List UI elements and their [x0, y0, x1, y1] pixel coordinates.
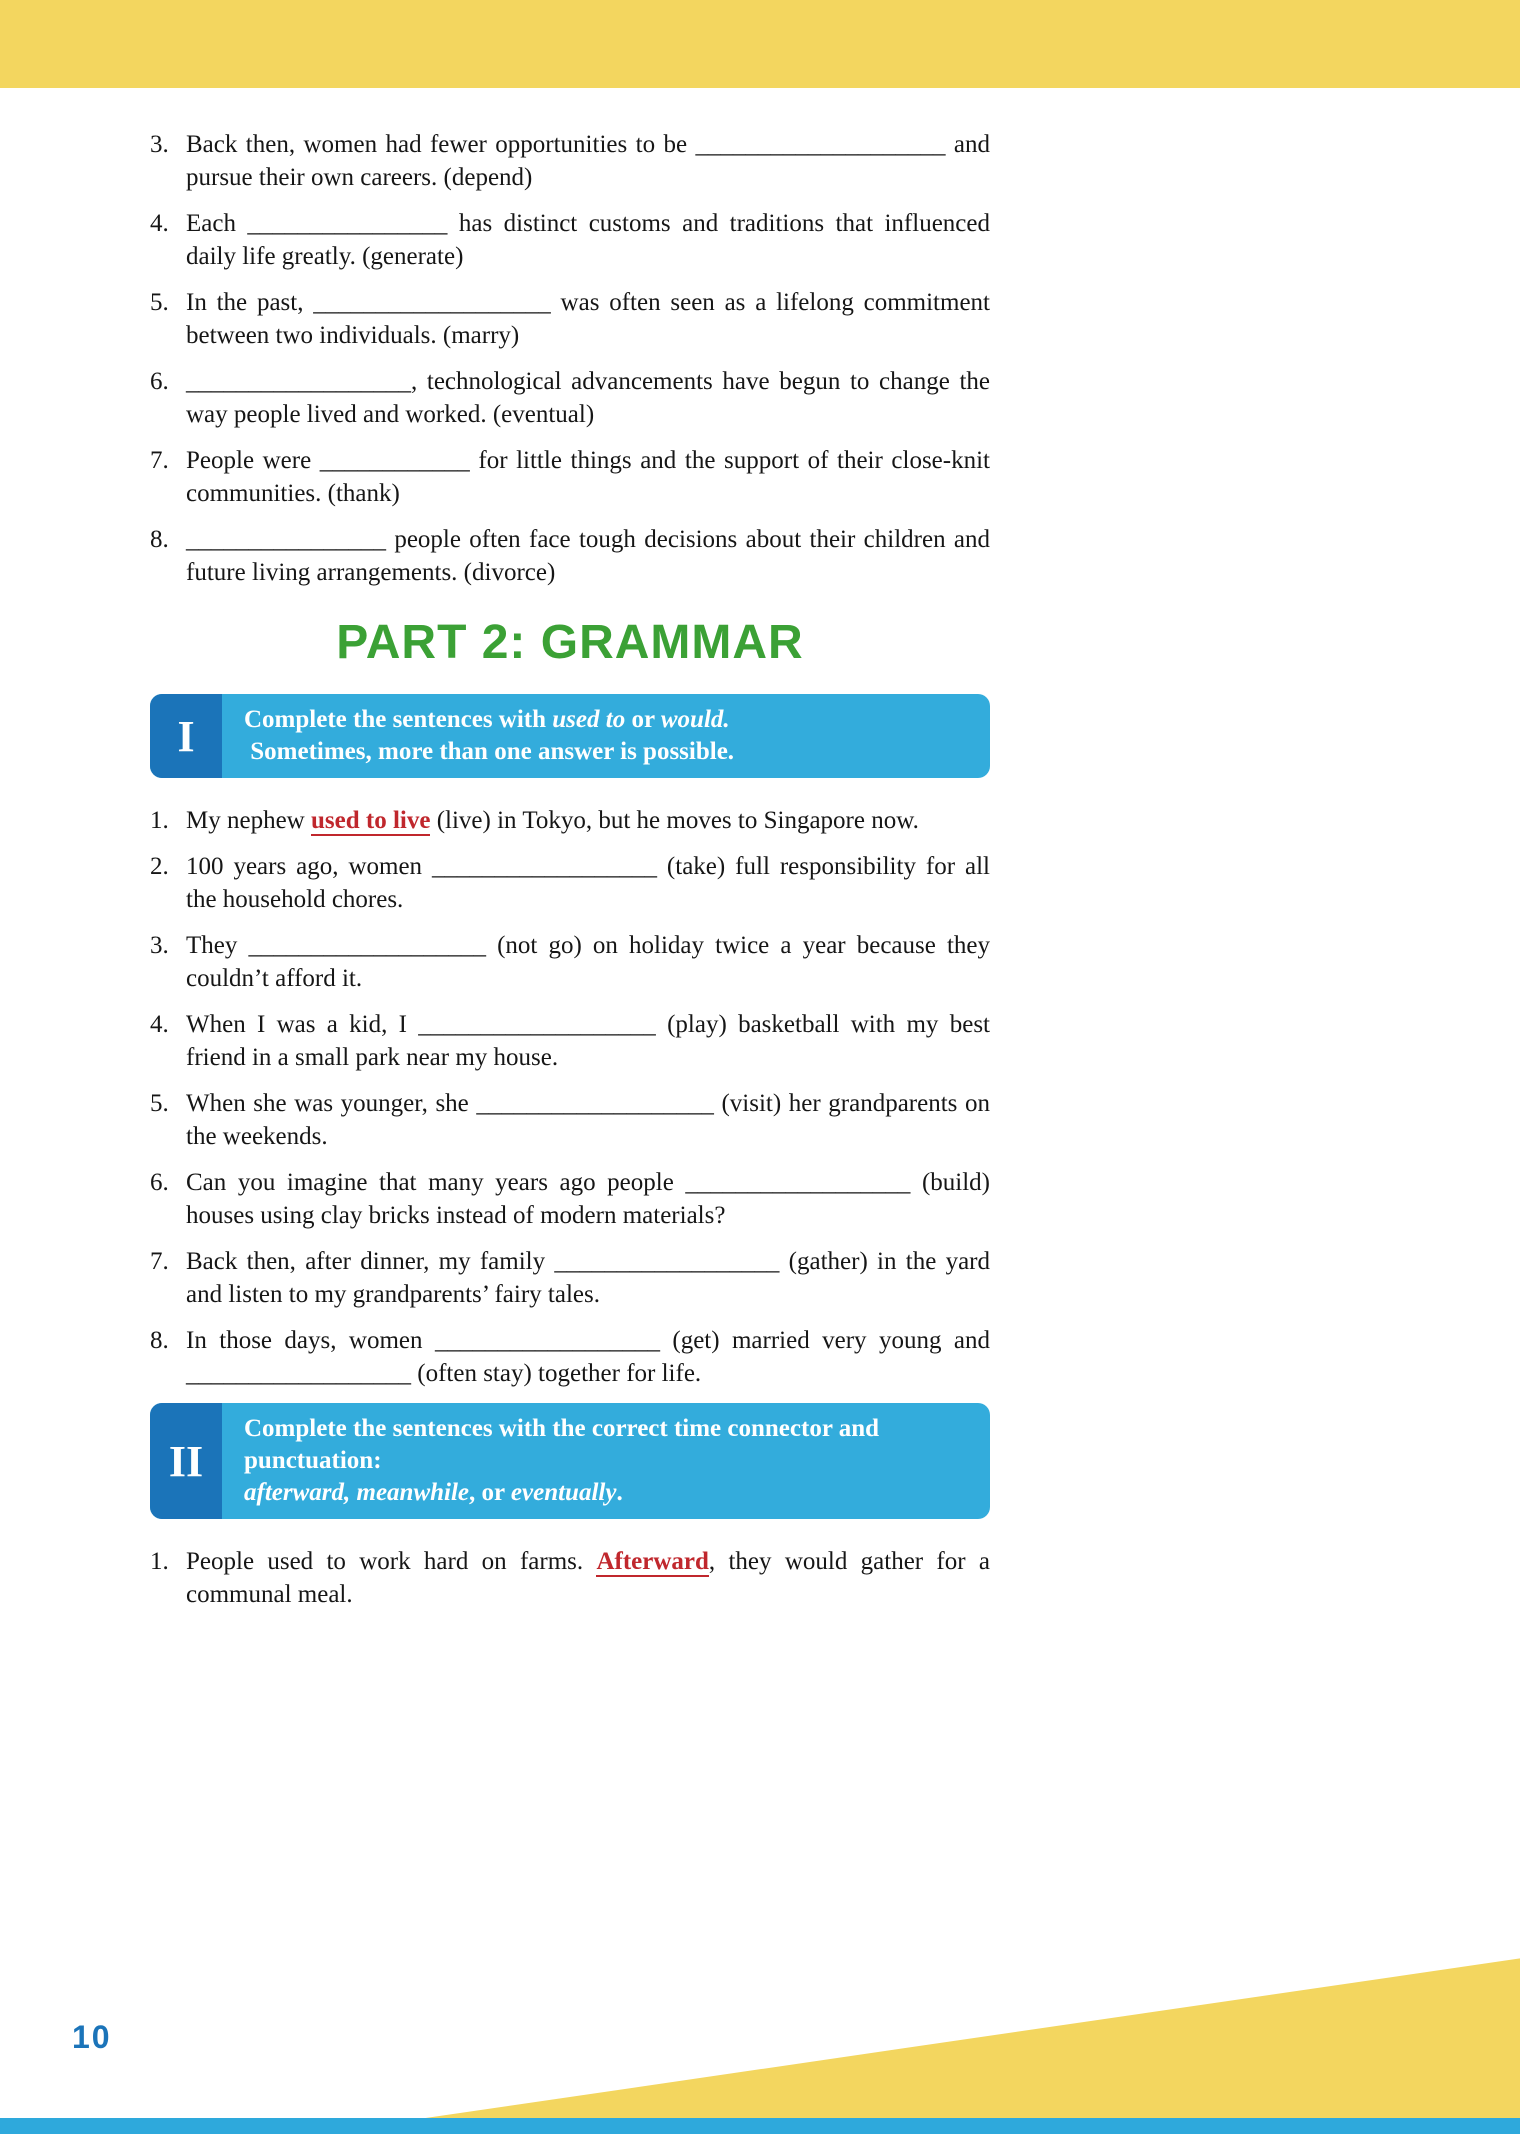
item-text-prefix: People used to work hard on farms. — [186, 1548, 597, 1575]
item-number: 5. — [150, 289, 169, 316]
item-number: 2. — [150, 853, 169, 880]
page-number: 10 — [72, 2019, 112, 2055]
item-number: 7. — [150, 1248, 169, 1275]
section2-numeral-badge — [150, 1403, 222, 1519]
exercise-item — [150, 804, 990, 837]
item-number: 3. — [150, 932, 169, 959]
item-text: Each ________________ has distinct customs and traditions that influenced daily life greatly. (generate) — [186, 210, 990, 270]
instruction-text: or — [625, 706, 661, 733]
item-text: In the past, ___________________ was often seen as a lifelong commitment between two individuals. (marry) — [186, 289, 990, 349]
item-text-suffix: , they would gather for a communal meal. — [186, 1548, 990, 1608]
item-number: 7. — [150, 447, 169, 474]
item-number: 3. — [150, 131, 169, 158]
section1-banner — [150, 694, 990, 778]
vocabulary-exercise-items — [150, 128, 990, 589]
item-text: People were ____________ for little things and the support of their close-knit communities. (thank) — [186, 447, 990, 507]
item-number: 1. — [150, 807, 169, 834]
item-text: ________________ people often face tough decisions about their children and future living arrangements. (divorce) — [186, 526, 990, 586]
exercise-item — [150, 1324, 990, 1390]
item-text: Back then, after dinner, my family __________________ (gather) in the yard and listen to my grandparents’ fairy tales. — [186, 1248, 990, 1308]
exercise-item — [150, 286, 990, 352]
instruction-text: , or — [469, 1479, 511, 1506]
exercise-item — [150, 444, 990, 510]
item-text: In those days, women __________________ (get) married very young and __________________ (often stay) together for life. — [186, 1327, 990, 1387]
part2-title: PART 2: GRAMMAR — [336, 616, 804, 669]
item-number: 6. — [150, 1169, 169, 1196]
instruction-italic: afterward, meanwhile — [244, 1479, 470, 1506]
student-answer: Afterward — [596, 1548, 709, 1575]
item-number: 4. — [150, 1011, 169, 1038]
instruction-italic: would. — [660, 706, 730, 733]
item-number: 6. — [150, 368, 169, 395]
grammar-exercise2-items — [150, 1545, 990, 1611]
section2-instruction — [222, 1403, 990, 1519]
section1-numeral-badge — [150, 694, 222, 778]
instruction-text: . — [616, 1479, 623, 1506]
item-text: When she was younger, she ___________________ (visit) her grandparents on the weekends. — [186, 1090, 990, 1150]
bottom-blue-strip — [0, 2118, 1520, 2134]
exercise-item — [150, 128, 990, 194]
exercise-item — [150, 523, 990, 589]
exercise-item — [150, 207, 990, 273]
item-text: __________________, technological advancements have begun to change the way people lived and worked. (eventual) — [186, 368, 990, 428]
section1-numeral: I — [177, 711, 195, 761]
instruction-italic: used to — [552, 706, 626, 733]
item-text: When I was a kid, I ___________________ (play) basketball with my best friend in a small park near my house. — [186, 1011, 990, 1071]
item-text-prefix: My nephew — [186, 807, 311, 834]
item-number: 5. — [150, 1090, 169, 1117]
exercise-item — [150, 1008, 990, 1074]
student-answer: used to live — [310, 807, 431, 834]
bottom-yellow-shape — [0, 1950, 1520, 2118]
instruction-text: Sometimes, more than one answer is possible. — [244, 738, 735, 765]
section2-numeral: II — [168, 1436, 204, 1486]
exercise-item — [150, 1087, 990, 1153]
exercise-item — [150, 850, 990, 916]
item-text-suffix: (live) in Tokyo, but he moves to Singapore now. — [430, 807, 919, 834]
page-content — [150, 128, 990, 1624]
item-text: Can you imagine that many years ago people __________________ (build) houses using clay bricks instead of modern materials? — [186, 1169, 990, 1229]
instruction-text: Complete the sentences with — [244, 706, 553, 733]
item-text — [186, 1545, 990, 1611]
item-text: They ___________________ (not go) on holiday twice a year because they couldn’t afford it. — [186, 932, 990, 992]
item-number: 4. — [150, 210, 169, 237]
item-text — [186, 804, 990, 837]
grammar-exercise1-items — [150, 804, 990, 1390]
item-number: 8. — [150, 526, 169, 553]
item-text: Back then, women had fewer opportunities to be ____________________ and pursue their own careers. (depend) — [186, 131, 990, 191]
exercise-item — [150, 365, 990, 431]
item-number: 1. — [150, 1548, 169, 1575]
item-text: 100 years ago, women __________________ (take) full responsibility for all the household chores. — [186, 853, 990, 913]
instruction-text: Complete the sentences with the correct time connector and punctuation: — [244, 1415, 886, 1474]
exercise-item — [150, 929, 990, 995]
section1-instruction — [222, 694, 990, 778]
exercise-item — [150, 1166, 990, 1232]
item-number: 8. — [150, 1327, 169, 1354]
instruction-italic: eventually — [510, 1479, 617, 1506]
section2-banner — [150, 1403, 990, 1519]
exercise-item — [150, 1245, 990, 1311]
top-yellow-band — [0, 0, 1520, 88]
exercise-item — [150, 1545, 990, 1611]
